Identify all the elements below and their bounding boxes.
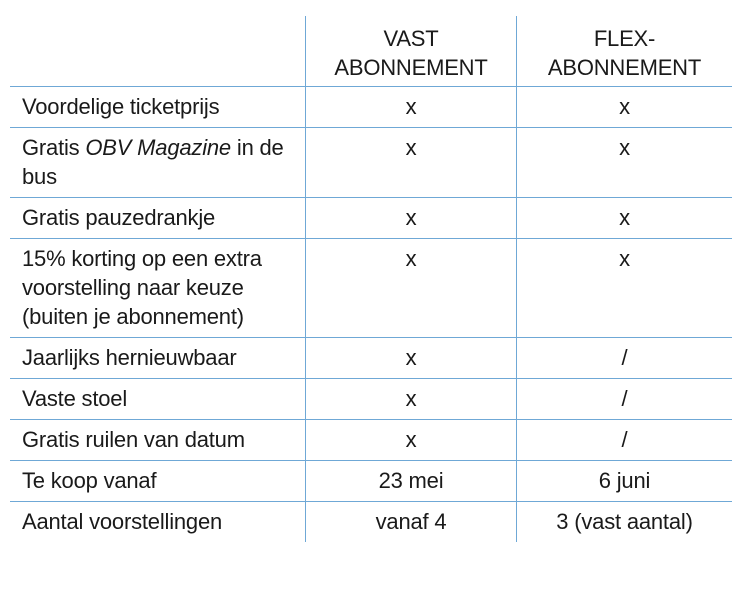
flex-value: x: [516, 239, 732, 337]
feature-label: Jaarlijks hernieuwbaar: [22, 345, 237, 370]
flex-value: x: [516, 128, 732, 197]
feature-label: [10, 128, 305, 197]
vast-value: x: [305, 87, 516, 127]
header-flex-line2: ABONNEMENT: [547, 55, 702, 80]
table-row: [10, 198, 732, 239]
feature-label-magazine: OBV Magazine: [85, 135, 231, 160]
feature-label: Voordelige ticketprijs: [22, 94, 220, 119]
feature-label: Gratis ruilen van datum: [22, 427, 245, 452]
flex-value: x: [516, 87, 732, 127]
flex-value: 3 (vast aantal): [516, 502, 732, 542]
flex-value: /: [516, 420, 732, 460]
vast-value: x: [305, 128, 516, 197]
feature-label: 15% korting op een extra voorstelling naar keuze (buiten je abonnement): [22, 246, 262, 329]
header-vast-line1: VAST: [383, 26, 439, 51]
feature-label-post: in de bus: [22, 135, 284, 189]
flex-value: 6 juni: [516, 461, 732, 501]
table-row: [10, 502, 732, 542]
flex-value: x: [516, 198, 732, 238]
feature-label: Te koop vanaf: [22, 468, 157, 493]
flex-value: /: [516, 338, 732, 378]
vast-value: x: [305, 420, 516, 460]
table-row: [10, 87, 732, 128]
feature-label: Vaste stoel: [22, 386, 128, 411]
vast-value: 23 mei: [305, 461, 516, 501]
comparison-table: [10, 16, 732, 542]
vast-value: vanaf 4: [305, 502, 516, 542]
header-flex-abonnement: [516, 16, 732, 86]
header-vast-abonnement: [305, 16, 516, 86]
vast-value: x: [305, 379, 516, 419]
table-row: [10, 420, 732, 461]
table-row: [10, 379, 732, 420]
vast-value: x: [305, 338, 516, 378]
table-header-row: [10, 16, 732, 87]
table-row: [10, 239, 732, 338]
flex-value: /: [516, 379, 732, 419]
table-row: [10, 128, 732, 198]
feature-label: Aantal voorstellingen: [22, 509, 223, 534]
header-flex-line1: FLEX-: [593, 26, 656, 51]
feature-label: Gratis pauzedrankje: [22, 205, 216, 230]
vast-value: x: [305, 198, 516, 238]
feature-label-pre: Gratis: [22, 135, 86, 160]
table-row: [10, 338, 732, 379]
header-vast-line2: ABONNEMENT: [334, 55, 488, 80]
header-empty-cell: [10, 16, 305, 86]
vast-value: x: [305, 239, 516, 337]
table-row: [10, 461, 732, 502]
